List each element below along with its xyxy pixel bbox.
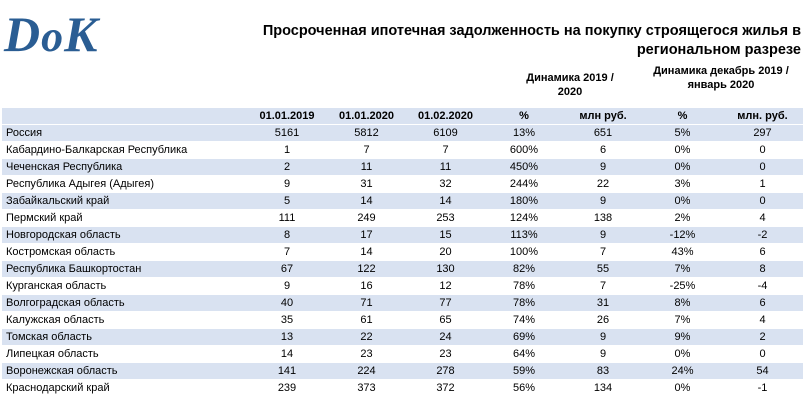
value-cell: 9	[247, 176, 327, 193]
group-header-dynamics-2019-2020: Динамика 2019 / 2020	[526, 72, 614, 98]
value-cell: 4	[722, 210, 803, 227]
value-cell: 2%	[643, 210, 722, 227]
value-cell: 9	[563, 227, 643, 244]
value-cell: 5%	[643, 125, 722, 142]
value-cell: 9	[563, 329, 643, 346]
value-cell: 124%	[485, 210, 563, 227]
table-body	[2, 125, 803, 397]
value-cell: 5161	[247, 125, 327, 142]
value-cell: 224	[327, 363, 406, 380]
value-cell: 6	[563, 142, 643, 159]
region-name-cell: Новгородская область	[2, 227, 247, 244]
value-cell: 1	[722, 176, 803, 193]
value-cell: 13%	[485, 125, 563, 142]
value-cell: 7	[247, 244, 327, 261]
value-cell: 20	[406, 244, 485, 261]
value-cell: 71	[327, 295, 406, 312]
value-cell: 67	[247, 261, 327, 278]
value-cell: 74%	[485, 312, 563, 329]
table-row	[2, 312, 803, 329]
group-header-dynamics-dec-jan: Динамика декабрь 2019 / январь 2020	[653, 65, 789, 91]
value-cell: 0%	[643, 142, 722, 159]
value-cell: 82%	[485, 261, 563, 278]
region-name-cell: Россия	[2, 125, 247, 142]
region-name-cell: Пермский край	[2, 210, 247, 227]
value-cell: 0%	[643, 159, 722, 176]
value-cell: 0%	[643, 193, 722, 210]
region-name-cell: Воронежская область	[2, 363, 247, 380]
value-cell: -1	[722, 380, 803, 397]
value-cell: 26	[563, 312, 643, 329]
value-cell: 7	[406, 142, 485, 159]
value-cell: 13	[247, 329, 327, 346]
column-header	[2, 108, 247, 125]
value-cell: 14	[406, 193, 485, 210]
table-row	[2, 295, 803, 312]
value-cell: 7	[563, 244, 643, 261]
value-cell: 373	[327, 380, 406, 397]
value-cell: 40	[247, 295, 327, 312]
value-cell: 134	[563, 380, 643, 397]
table-row	[2, 176, 803, 193]
value-cell: 14	[327, 193, 406, 210]
value-cell: 8	[722, 261, 803, 278]
value-cell: 5812	[327, 125, 406, 142]
value-cell: 23	[406, 346, 485, 363]
value-cell: 1	[247, 142, 327, 159]
value-cell: 78%	[485, 278, 563, 295]
value-cell: 2	[722, 329, 803, 346]
value-cell: 11	[327, 159, 406, 176]
value-cell: 17	[327, 227, 406, 244]
value-cell: 14	[247, 346, 327, 363]
value-cell: 0	[722, 193, 803, 210]
value-cell: 7%	[643, 312, 722, 329]
region-name-cell: Калужская область	[2, 312, 247, 329]
value-cell: 0	[722, 346, 803, 363]
value-cell: 22	[563, 176, 643, 193]
table-row	[2, 159, 803, 176]
value-cell: 43%	[643, 244, 722, 261]
value-cell: 244%	[485, 176, 563, 193]
table-row	[2, 193, 803, 210]
value-cell: 2	[247, 159, 327, 176]
value-cell: 111	[247, 210, 327, 227]
value-cell: 100%	[485, 244, 563, 261]
value-cell: 372	[406, 380, 485, 397]
value-cell: 23	[327, 346, 406, 363]
value-cell: 8	[247, 227, 327, 244]
value-cell: 56%	[485, 380, 563, 397]
data-table	[2, 108, 803, 397]
value-cell: 0%	[643, 380, 722, 397]
table-header-row	[2, 108, 803, 125]
value-cell: 8%	[643, 295, 722, 312]
table-row	[2, 363, 803, 380]
value-cell: 69%	[485, 329, 563, 346]
value-cell: 61	[327, 312, 406, 329]
value-cell: 113%	[485, 227, 563, 244]
value-cell: 138	[563, 210, 643, 227]
value-cell: 77	[406, 295, 485, 312]
value-cell: 24	[406, 329, 485, 346]
column-header: %	[643, 108, 722, 125]
table-row	[2, 227, 803, 244]
region-name-cell: Республика Адыгея (Адыгея)	[2, 176, 247, 193]
value-cell: 130	[406, 261, 485, 278]
value-cell: 6109	[406, 125, 485, 142]
value-cell: -2	[722, 227, 803, 244]
value-cell: 6	[722, 295, 803, 312]
value-cell: 16	[327, 278, 406, 295]
value-cell: 249	[327, 210, 406, 227]
value-cell: 22	[327, 329, 406, 346]
value-cell: 141	[247, 363, 327, 380]
column-header: 01.02.2020	[406, 108, 485, 125]
value-cell: 55	[563, 261, 643, 278]
region-name-cell: Липецкая область	[2, 346, 247, 363]
value-cell: 9	[563, 193, 643, 210]
value-cell: 12	[406, 278, 485, 295]
table-row	[2, 380, 803, 397]
region-name-cell: Курганская область	[2, 278, 247, 295]
region-name-cell: Волгоградская область	[2, 295, 247, 312]
value-cell: 6	[722, 244, 803, 261]
region-name-cell: Республика Башкортостан	[2, 261, 247, 278]
value-cell: 297	[722, 125, 803, 142]
value-cell: 9%	[643, 329, 722, 346]
logo: DoK	[4, 6, 99, 62]
region-name-cell: Краснодарский край	[2, 380, 247, 397]
value-cell: 24%	[643, 363, 722, 380]
column-header: млн. руб.	[722, 108, 803, 125]
value-cell: -4	[722, 278, 803, 295]
table-row	[2, 278, 803, 295]
value-cell: 278	[406, 363, 485, 380]
column-header: млн руб.	[563, 108, 643, 125]
page-title: Просроченная ипотечная задолженность на покупку строящегося жилья в региональном разрезе	[262, 23, 801, 58]
table-row	[2, 142, 803, 159]
table-row	[2, 210, 803, 227]
value-cell: 7%	[643, 261, 722, 278]
region-name-cell: Томская область	[2, 329, 247, 346]
value-cell: 59%	[485, 363, 563, 380]
region-name-cell: Костромская область	[2, 244, 247, 261]
value-cell: 122	[327, 261, 406, 278]
value-cell: 7	[327, 142, 406, 159]
value-cell: 9	[563, 159, 643, 176]
value-cell: 15	[406, 227, 485, 244]
value-cell: 14	[327, 244, 406, 261]
value-cell: 0	[722, 142, 803, 159]
column-header: 01.01.2019	[247, 108, 327, 125]
value-cell: 600%	[485, 142, 563, 159]
column-header: %	[485, 108, 563, 125]
table-row	[2, 329, 803, 346]
value-cell: -25%	[643, 278, 722, 295]
value-cell: 31	[563, 295, 643, 312]
value-cell: 54	[722, 363, 803, 380]
region-name-cell: Забайкальский край	[2, 193, 247, 210]
region-name-cell: Кабардино-Балкарская Республика	[2, 142, 247, 159]
table-row	[2, 346, 803, 363]
value-cell: 450%	[485, 159, 563, 176]
table-row	[2, 261, 803, 278]
table-row	[2, 125, 803, 142]
value-cell: 78%	[485, 295, 563, 312]
value-cell: 3%	[643, 176, 722, 193]
value-cell: 0	[722, 159, 803, 176]
value-cell: 11	[406, 159, 485, 176]
value-cell: 5	[247, 193, 327, 210]
value-cell: 9	[563, 346, 643, 363]
value-cell: 35	[247, 312, 327, 329]
value-cell: 7	[563, 278, 643, 295]
value-cell: 651	[563, 125, 643, 142]
column-header: 01.01.2020	[327, 108, 406, 125]
value-cell: 65	[406, 312, 485, 329]
value-cell: -12%	[643, 227, 722, 244]
value-cell: 64%	[485, 346, 563, 363]
region-name-cell: Чеченская Республика	[2, 159, 247, 176]
value-cell: 31	[327, 176, 406, 193]
value-cell: 239	[247, 380, 327, 397]
value-cell: 0%	[643, 346, 722, 363]
value-cell: 32	[406, 176, 485, 193]
value-cell: 83	[563, 363, 643, 380]
table-row	[2, 244, 803, 261]
value-cell: 4	[722, 312, 803, 329]
value-cell: 180%	[485, 193, 563, 210]
value-cell: 253	[406, 210, 485, 227]
value-cell: 9	[247, 278, 327, 295]
